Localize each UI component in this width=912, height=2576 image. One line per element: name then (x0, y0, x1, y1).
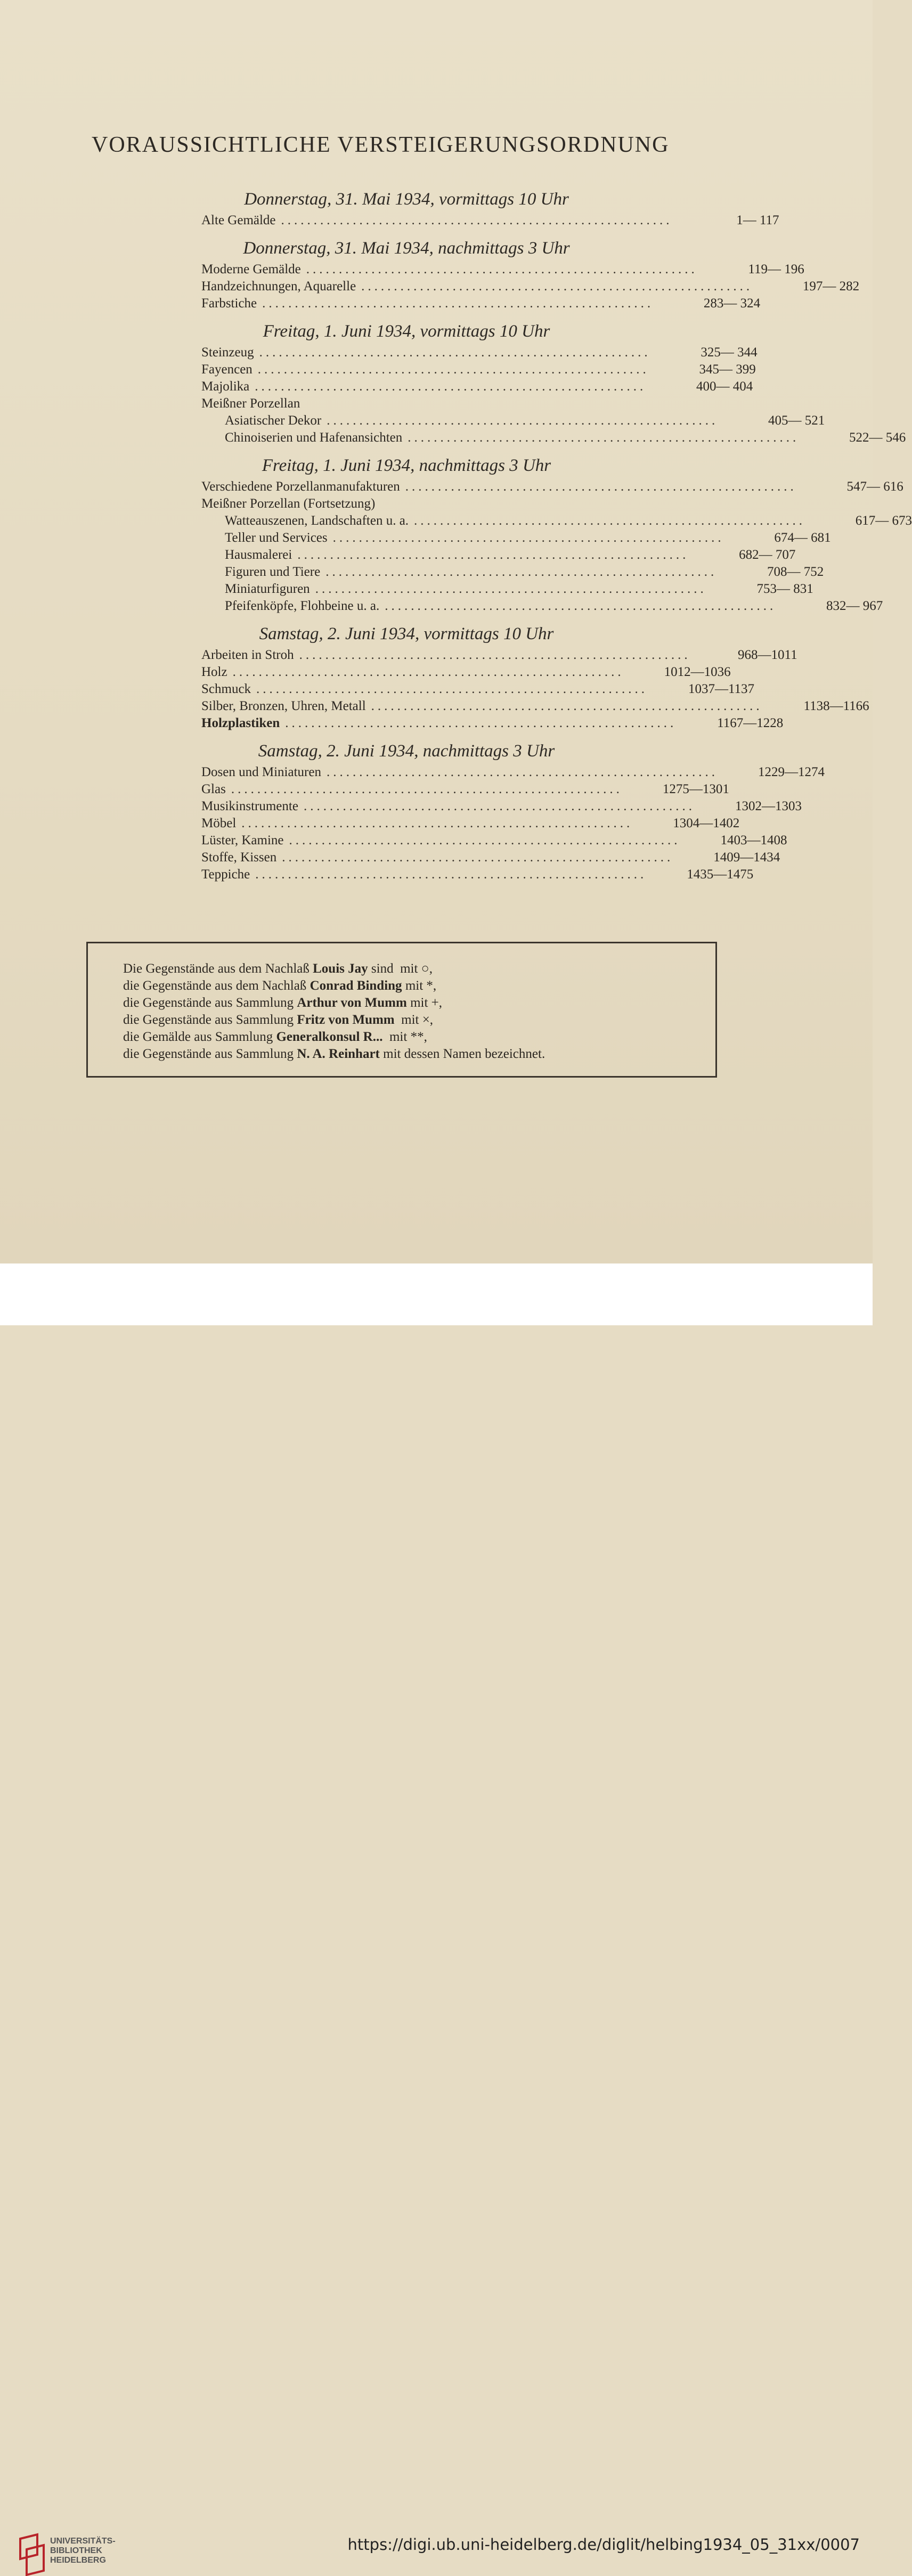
section-heading: Freitag, 1. Juni 1934, vormittags 10 Uhr (263, 322, 550, 341)
schedule-section (201, 235, 860, 312)
schedule-section (201, 621, 869, 732)
row-label: Alte Gemälde (201, 213, 276, 227)
dot-leader: ............................................................ (281, 213, 673, 227)
dot-leader: ............................................................ (405, 479, 797, 494)
schedule-row (201, 581, 813, 598)
schedule-row (201, 344, 758, 361)
schedule-row (201, 378, 753, 395)
row-label: Holz (201, 665, 227, 679)
legend-lines (123, 960, 709, 1063)
logo-line: BIBLIOTHEK (50, 2546, 102, 2555)
schedule-row (201, 647, 797, 664)
schedule-row (201, 278, 860, 295)
lot-range: 1037—1137 (688, 682, 755, 696)
lot-range: 1138—1166 (803, 699, 869, 713)
lot-range: 522— 546 (849, 430, 906, 445)
row-label: Arbeiten in Stroh (201, 648, 294, 662)
legend-symbol-text: mit **, (382, 1030, 427, 1044)
legend-symbol-text: mit *, (402, 979, 437, 993)
dot-leader: ............................................................ (327, 413, 719, 428)
row-label: Figuren und Tiere (225, 565, 321, 579)
legend-text: die Gemälde aus Sammlung (123, 1030, 276, 1044)
page-title: VORAUSSICHTLICHE VERSTEIGERUNGSORDNUNG (92, 133, 670, 157)
dot-leader: ............................................................ (282, 850, 674, 865)
row-label: Moderne Gemälde (201, 262, 301, 276)
row-label: Pfeifenköpfe, Flohbeine u. a. (225, 599, 380, 613)
legend-text: die Gegenstände aus Sammlung (123, 1047, 297, 1061)
legend-collection-name: N. A. Reinhart (297, 1047, 380, 1061)
lot-range: 832— 967 (826, 599, 883, 613)
source-url-link[interactable]: https://digi.ub.uni-heidelberg.de/diglit/helbing1934_05_31xx/0007 (347, 2536, 860, 2554)
lot-range: 400— 404 (696, 379, 753, 394)
row-label: Holzplastiken (201, 716, 280, 730)
row-label: Dosen und Miniaturen (201, 765, 321, 779)
schedule-row (201, 815, 740, 832)
lot-range: 1275—1301 (662, 782, 729, 796)
lot-range: 325— 344 (701, 345, 758, 360)
logo-line: UNIVERSITÄTS- (50, 2537, 116, 2546)
schedule-row (201, 798, 802, 815)
dot-leader: ............................................................ (332, 531, 724, 545)
schedule-row (201, 681, 755, 698)
dot-leader: ............................................................ (385, 599, 777, 613)
section-heading: Donnerstag, 31. Mai 1934, nachmittags 3 Uhr (243, 239, 570, 258)
row-label: Teppiche (201, 867, 250, 882)
row-label: Meißner Porzellan (201, 396, 300, 411)
dot-leader: ............................................................ (262, 296, 654, 311)
dot-leader: ............................................................ (325, 565, 718, 579)
row-label: Hausmalerei (225, 548, 292, 562)
legend-collection-name: Louis Jay (313, 961, 368, 976)
dot-leader: ............................................................ (299, 648, 691, 662)
row-label: Asiatischer Dekor (225, 413, 322, 428)
dot-leader: ............................................................ (297, 548, 689, 562)
dot-leader: ............................................................ (241, 816, 633, 830)
schedule-row (201, 698, 869, 715)
legend-symbol-text: mit ×, (394, 1013, 434, 1027)
legend-text: die Gegenstände aus dem Nachlaß (123, 979, 310, 993)
schedule-section (201, 186, 779, 229)
lot-range: 1167—1228 (717, 716, 784, 730)
lot-range: 674— 681 (774, 531, 831, 545)
legend-line (123, 1029, 709, 1046)
dot-leader: ............................................................ (361, 279, 753, 294)
dot-leader: ............................................................ (303, 799, 695, 813)
schedule-row (201, 529, 831, 547)
dot-leader: ............................................................ (259, 345, 651, 360)
legend-collection-name: Fritz von Mumm (297, 1013, 395, 1027)
legend-symbol-text: mit dessen Namen bezeichnet. (379, 1047, 545, 1061)
legend-collection-name: Generalkonsul R... (276, 1030, 383, 1044)
dot-leader: ............................................................ (408, 430, 800, 445)
footer-bar (0, 1263, 873, 2565)
schedule-row (201, 781, 729, 798)
lot-range: 617— 673 (855, 513, 912, 528)
schedule-row (201, 764, 825, 781)
schedule-row (201, 547, 796, 564)
lot-range: 405— 521 (768, 413, 825, 428)
row-label: Teller und Services (225, 531, 328, 545)
row-label: Glas (201, 782, 226, 796)
row-label: Schmuck (201, 682, 251, 696)
schedule-row (201, 664, 731, 681)
lot-range: 1403—1408 (720, 833, 787, 847)
legend-box (86, 942, 717, 1078)
lot-range: 1302—1303 (735, 799, 802, 813)
dot-leader: ............................................................ (371, 699, 763, 713)
legend-line (123, 994, 709, 1012)
schedule-section (201, 453, 912, 615)
lot-range: 1304—1402 (673, 816, 740, 830)
schedule-row (201, 495, 612, 512)
row-label: Handzeichnungen, Aquarelle (201, 279, 356, 294)
schedule-row (201, 849, 780, 866)
dot-leader: ............................................................ (255, 379, 647, 394)
legend-symbol-text: sind mit ○, (368, 961, 433, 976)
document-page (0, 0, 912, 1263)
lot-range: 283— 324 (703, 296, 761, 311)
section-heading: Donnerstag, 31. Mai 1934, vormittags 10 Uhr (244, 190, 569, 209)
lot-range: 345— 399 (699, 362, 756, 377)
schedule-row (201, 832, 787, 849)
row-label: Chinoiserien und Hafenansichten (225, 430, 403, 445)
dot-leader: ............................................................ (232, 665, 624, 679)
schedule-section (201, 319, 906, 446)
lot-range: 753— 831 (756, 582, 813, 596)
lot-range: 119— 196 (748, 262, 804, 276)
schedule-row (201, 212, 779, 229)
legend-line (123, 960, 709, 977)
row-label: Watteauszenen, Landschaften u. a. (225, 513, 409, 528)
dot-leader: ............................................................ (414, 513, 806, 528)
dot-leader: ............................................................ (289, 833, 681, 847)
row-label: Miniaturfiguren (225, 582, 310, 596)
lot-range: 197— 282 (802, 279, 860, 294)
lot-range: 1229—1274 (758, 765, 825, 779)
schedule-row (201, 598, 883, 615)
section-heading: Freitag, 1. Juni 1934, nachmittags 3 Uhr (262, 456, 551, 475)
row-label: Möbel (201, 816, 237, 830)
schedule-row (201, 429, 906, 446)
lot-range: 708— 752 (767, 565, 824, 579)
lot-range: 1435—1475 (687, 867, 754, 882)
dot-leader: ............................................................ (256, 682, 648, 696)
dot-leader: ............................................................ (257, 362, 649, 377)
dot-leader: ............................................................ (231, 782, 623, 796)
library-logo-text (50, 2537, 157, 2565)
legend-line (123, 1046, 709, 1063)
logo-line: HEIDELBERG (50, 2556, 106, 2565)
legend-collection-name: Conrad Binding (310, 979, 402, 993)
schedule-row (201, 866, 754, 883)
row-label: Fayencen (201, 362, 253, 377)
legend-text: Die Gegenstände aus dem Nachlaß (123, 961, 313, 976)
lot-range: 682— 707 (739, 548, 796, 562)
dot-leader: ............................................................ (306, 262, 698, 276)
lot-range: 1— 117 (736, 213, 779, 227)
schedule-row (201, 395, 612, 412)
schedule-row (201, 715, 784, 732)
dot-leader: ............................................................ (315, 582, 707, 596)
lot-range: 547— 616 (846, 479, 903, 494)
row-label: Silber, Bronzen, Uhren, Metall (201, 699, 366, 713)
schedule-row (201, 361, 756, 378)
row-label: Stoffe, Kissen (201, 850, 277, 865)
lot-range: 1409—1434 (713, 850, 780, 865)
row-label: Lüster, Kamine (201, 833, 284, 847)
schedule-row (201, 261, 804, 278)
dot-leader: ............................................................ (285, 716, 677, 730)
row-label: Farbstiche (201, 296, 257, 311)
section-heading: Samstag, 2. Juni 1934, nachmittags 3 Uhr (258, 741, 555, 761)
legend-line (123, 977, 709, 994)
schedule-row (201, 295, 761, 312)
library-logo-icon (16, 2533, 48, 2576)
dot-leader: ............................................................ (255, 867, 647, 882)
dot-leader: ............................................................ (326, 765, 718, 779)
schedule-row (201, 412, 825, 429)
auction-schedule (201, 181, 912, 890)
section-heading: Samstag, 2. Juni 1934, vormittags 10 Uhr (259, 624, 554, 643)
lot-range: 968—1011 (738, 648, 797, 662)
legend-line (123, 1012, 709, 1029)
row-label: Verschiedene Porzellanmanufakturen (201, 479, 400, 494)
row-label: Musikinstrumente (201, 799, 298, 813)
legend-collection-name: Arthur von Mumm (297, 996, 407, 1010)
schedule-row (201, 478, 903, 495)
schedule-row (201, 512, 912, 529)
legend-text: die Gegenstände aus Sammlung (123, 996, 297, 1010)
schedule-row (201, 564, 824, 581)
row-label: Steinzeug (201, 345, 254, 360)
legend-symbol-text: mit +, (406, 996, 442, 1010)
row-label: Meißner Porzellan (Fortsetzung) (201, 496, 376, 511)
row-label: Majolika (201, 379, 250, 394)
schedule-section (201, 738, 825, 883)
legend-text: die Gegenstände aus Sammlung (123, 1013, 297, 1027)
lot-range: 1012—1036 (664, 665, 731, 679)
